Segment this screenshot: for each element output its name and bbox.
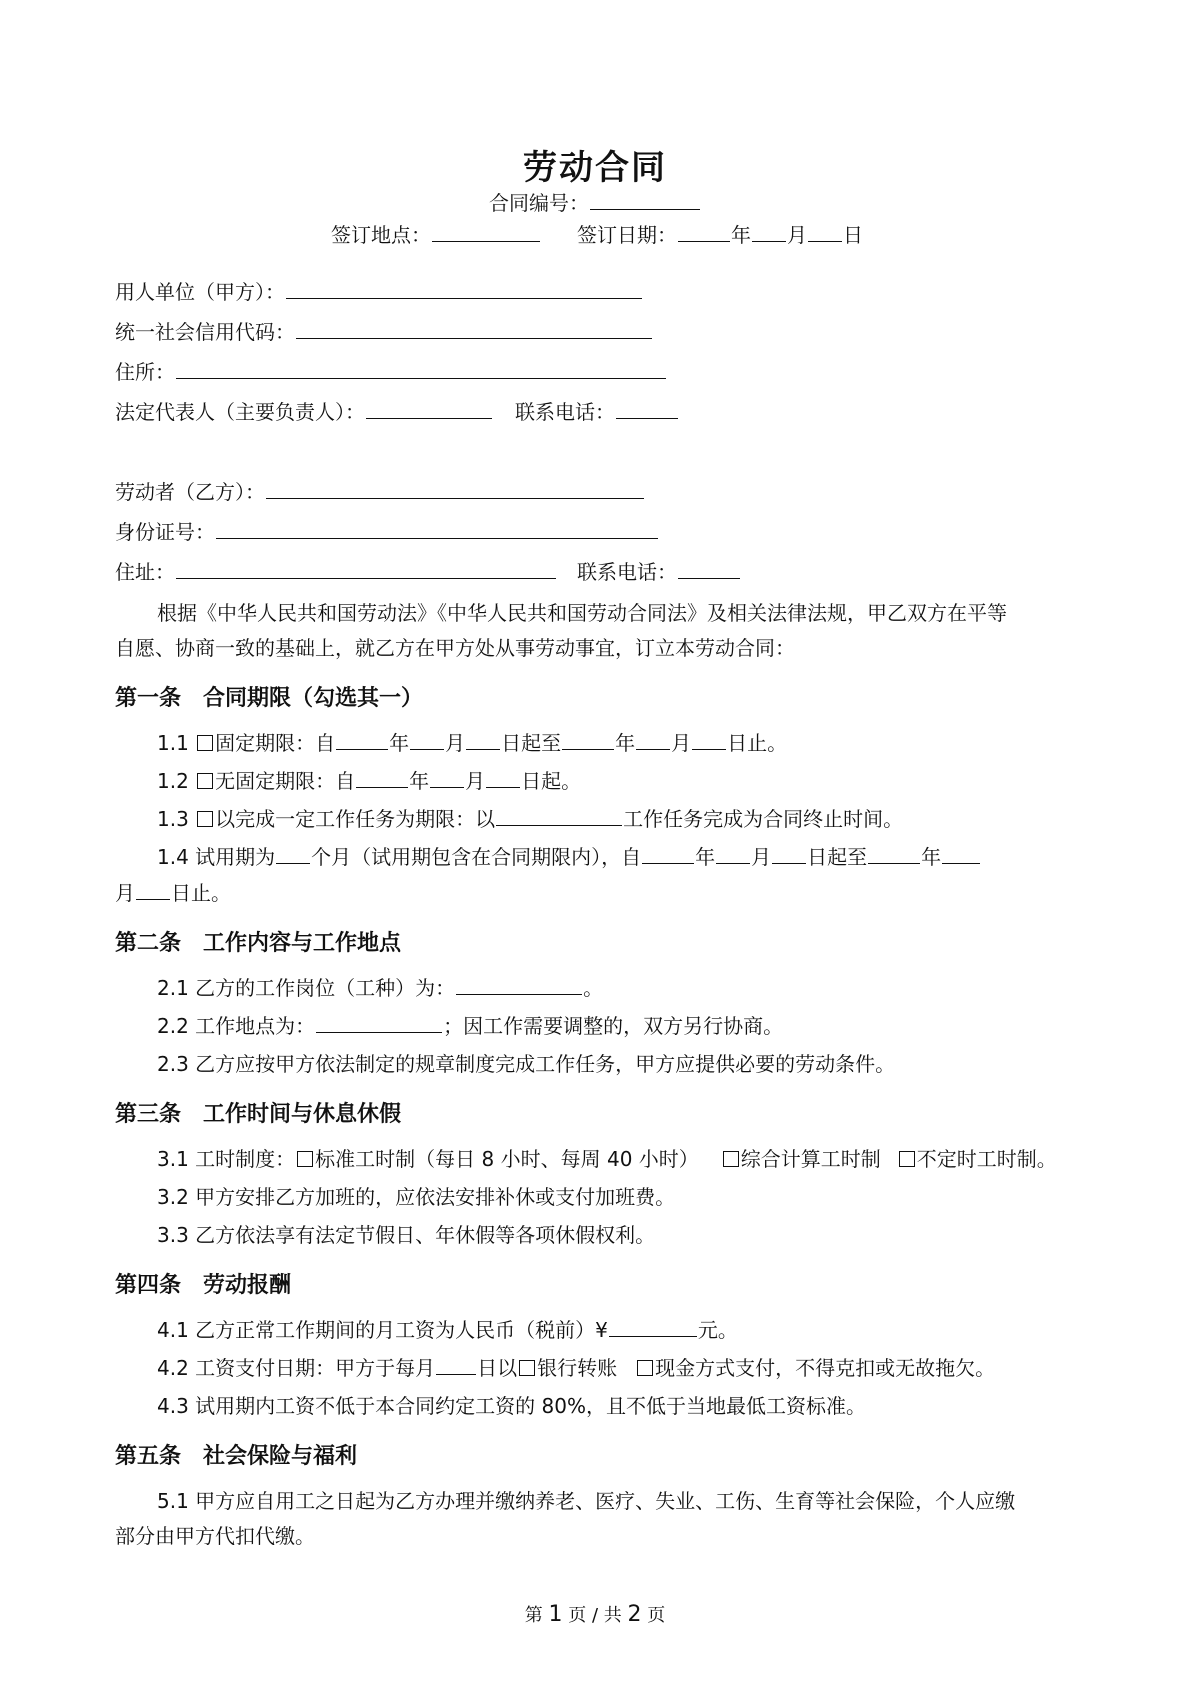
contract-number-label: 合同编号： — [489, 191, 589, 215]
sign-month-blank — [752, 221, 786, 242]
clause-1-4 — [0, 843, 1190, 871]
blank-open-day — [486, 767, 520, 788]
clause-4-3: 4.3 试用期内工资不低于本合同约定工资的 80%，且不低于当地最低工资标准。 — [157, 1394, 866, 1418]
clause-1-3-text-a: 以完成一定工作任务为期限：以 — [215, 807, 496, 831]
party-a-credit-code-blank — [296, 318, 652, 339]
clause-1-3-number: 1.3 — [157, 807, 196, 831]
blank-open-month — [430, 767, 464, 788]
clause-4-1-text: 4.1 乙方正常工作期间的月工资为人民币（税前）¥ — [157, 1318, 608, 1342]
clause-4-2 — [0, 1354, 1190, 1382]
clause-4-1 — [0, 1316, 1190, 1344]
month-label: 月 — [787, 223, 807, 247]
clause-1-3 — [0, 805, 1190, 833]
party-b-id-label: 身份证号： — [115, 520, 215, 544]
article-4-heading: 第四条 劳动报酬 — [115, 1273, 292, 1298]
footer-suffix: 页 — [647, 1605, 666, 1626]
clause-5-1-line-2: 部分由甲方代扣代缴。 — [115, 1524, 315, 1548]
blank-probation-end-day — [136, 879, 170, 900]
sign-year-blank — [678, 221, 730, 242]
checkbox-fixed-term[interactable] — [197, 735, 213, 751]
year-label: 年 — [389, 731, 410, 755]
party-b-id-blank — [216, 518, 658, 539]
current-page-number: 1 — [548, 1602, 563, 1627]
sign-place-blank — [432, 221, 540, 242]
party-a-legal-rep-line — [0, 398, 1190, 426]
clause-4-1-end: 元。 — [697, 1318, 738, 1342]
clause-2-1-end: 。 — [583, 976, 604, 1000]
clause-1-4-text-b: 个月（试用期包含在合同期限内），自 — [311, 845, 642, 869]
page-footer — [0, 1601, 1190, 1627]
clause-1-4-text-c: 日起至 — [807, 845, 868, 869]
clause-1-4-text-a: 1.4 试用期为 — [157, 845, 276, 869]
year-label: 年 — [921, 845, 942, 869]
month-label: 月 — [671, 731, 692, 755]
clause-3-1-text: 3.1 工时制度： — [157, 1147, 296, 1171]
sign-day-blank — [808, 221, 842, 242]
blank-probation-end-year — [868, 843, 920, 864]
party-b-worker-line — [0, 478, 1190, 506]
party-a-credit-code-label: 统一社会信用代码： — [115, 320, 295, 344]
party-a-phone-blank — [616, 398, 678, 419]
blank-probation-start-day — [772, 843, 806, 864]
blank-probation-start-year — [642, 843, 694, 864]
contract-number-blank — [590, 189, 700, 210]
day-label: 日 — [843, 223, 863, 247]
clause-1-2-text-a: 无固定期限：自 — [215, 769, 356, 793]
option-flexible-hours: 不定时工时制。 — [916, 1147, 1057, 1171]
year-label: 年 — [615, 731, 636, 755]
clause-2-2-end: ；因工作需要调整的，双方另行协商。 — [443, 1014, 784, 1038]
clause-1-2-number: 1.2 — [157, 769, 196, 793]
party-a-legal-rep-blank — [366, 398, 492, 419]
month-label: 月 — [465, 769, 486, 793]
blank-pay-day — [436, 1354, 476, 1375]
blank-start-day — [466, 729, 500, 750]
checkbox-standard-hours[interactable] — [297, 1151, 313, 1167]
sign-place-label: 签订地点： — [331, 223, 431, 247]
option-standard-hours: 标准工时制（每日 8 小时、每周 40 小时） — [315, 1147, 699, 1171]
blank-start-year — [336, 729, 388, 750]
party-a-credit-code-line — [0, 318, 1190, 346]
article-1-heading: 第一条 合同期限（勾选其一） — [115, 686, 424, 711]
blank-task — [496, 805, 622, 826]
party-a-address-line — [0, 358, 1190, 386]
clause-1-4-continued — [0, 879, 1190, 907]
blank-salary — [609, 1316, 697, 1337]
sign-info-line — [0, 221, 1190, 249]
party-a-legal-rep-label: 法定代表人（主要负责人）： — [115, 400, 365, 424]
preamble-line-2: 自愿、协商一致的基础上，就乙方在甲方处从事劳动事宜，订立本劳动合同： — [115, 636, 795, 660]
blank-end-day — [692, 729, 726, 750]
contract-number-line — [0, 189, 1190, 217]
checkbox-flexible-hours[interactable] — [899, 1151, 915, 1167]
party-a-phone-label: 联系电话： — [515, 400, 615, 424]
clause-2-2-text: 2.2 工作地点为： — [157, 1014, 316, 1038]
clause-1-1 — [0, 729, 1190, 757]
checkbox-cash[interactable] — [637, 1360, 653, 1376]
article-5-heading: 第五条 社会保险与福利 — [115, 1444, 358, 1469]
option-bank-transfer: 银行转账 — [537, 1356, 618, 1380]
blank-probation-end-month — [942, 843, 980, 864]
month-label: 月 — [445, 731, 466, 755]
blank-probation-months — [276, 843, 310, 864]
blank-end-year — [562, 729, 614, 750]
clause-3-2: 3.2 甲方安排乙方加班的，应依法安排补休或支付加班费。 — [157, 1185, 676, 1209]
party-a-unit-label: 用人单位（甲方）： — [115, 280, 285, 304]
footer-middle: 页 / 共 — [568, 1605, 622, 1626]
article-2-heading: 第二条 工作内容与工作地点 — [115, 931, 402, 956]
clause-1-1-end: 日止。 — [727, 731, 788, 755]
clause-2-3: 2.3 乙方应按甲方依法制定的规章制度完成工作任务，甲方应提供必要的劳动条件。 — [157, 1052, 896, 1076]
footer-prefix: 第 — [524, 1605, 543, 1626]
year-label: 年 — [731, 223, 751, 247]
checkbox-comprehensive-hours[interactable] — [723, 1151, 739, 1167]
party-b-phone-blank — [678, 558, 740, 579]
blank-position — [456, 974, 582, 995]
blank-open-year — [356, 767, 408, 788]
blank-end-month — [636, 729, 670, 750]
party-a-unit-blank — [286, 278, 642, 299]
month-label: 月 — [751, 845, 772, 869]
document-title: 劳动合同 — [523, 148, 667, 188]
year-label: 年 — [409, 769, 430, 793]
month-label: 月 — [115, 881, 135, 905]
clause-1-3-end: 工作任务完成为合同终止时间。 — [623, 807, 904, 831]
sign-date-label: 签订日期： — [577, 223, 677, 247]
clause-1-1-number: 1.1 — [157, 731, 196, 755]
option-comprehensive-hours: 综合计算工时制 — [740, 1147, 881, 1171]
checkbox-bank-transfer[interactable] — [519, 1360, 535, 1376]
clause-3-3: 3.3 乙方依法享有法定节假日、年休假等各项休假权利。 — [157, 1223, 656, 1247]
party-a-address-blank — [176, 358, 666, 379]
party-b-phone-label: 联系电话： — [577, 560, 677, 584]
blank-probation-start-month — [716, 843, 750, 864]
clause-5-1-line-1: 5.1 甲方应自用工之日起为乙方办理并缴纳养老、医疗、失业、工伤、生育等社会保险，个人应缴 — [157, 1489, 1016, 1513]
party-b-worker-blank — [266, 478, 644, 499]
clause-1-1-text-a: 固定期限：自 — [215, 731, 336, 755]
clause-3-1 — [0, 1145, 1190, 1173]
party-a-unit-line — [0, 278, 1190, 306]
blank-workplace — [316, 1012, 442, 1033]
party-b-address-blank — [176, 558, 556, 579]
clause-4-2-text-a: 4.2 工资支付日期：甲方于每月 — [157, 1356, 436, 1380]
preamble-line-1: 根据《中华人民共和国劳动法》《中华人民共和国劳动合同法》及相关法律法规，甲乙双方在平等 — [157, 601, 1007, 625]
clause-1-2-end: 日起。 — [521, 769, 582, 793]
year-label: 年 — [695, 845, 716, 869]
checkbox-open-term[interactable] — [197, 773, 213, 789]
clause-2-1 — [0, 974, 1190, 1002]
clause-1-1-text-b: 日起至 — [501, 731, 562, 755]
article-3-heading: 第三条 工作时间与休息休假 — [115, 1102, 402, 1127]
party-a-address-label: 住所： — [115, 360, 175, 384]
blank-start-month — [410, 729, 444, 750]
clause-2-1-text: 2.1 乙方的工作岗位（工种）为： — [157, 976, 456, 1000]
party-b-id-line — [0, 518, 1190, 546]
clause-1-2 — [0, 767, 1190, 795]
clause-2-2 — [0, 1012, 1190, 1040]
total-pages-number: 2 — [627, 1602, 642, 1627]
party-b-address-line — [0, 558, 1190, 586]
party-b-worker-label: 劳动者（乙方）： — [115, 480, 265, 504]
party-b-address-label: 住址： — [115, 560, 175, 584]
checkbox-task-term[interactable] — [197, 811, 213, 827]
option-cash: 现金方式支付，不得克扣或无故拖欠。 — [655, 1356, 996, 1380]
clause-1-4-end: 日止。 — [171, 881, 231, 905]
clause-4-2-text-b: 日以 — [477, 1356, 518, 1380]
